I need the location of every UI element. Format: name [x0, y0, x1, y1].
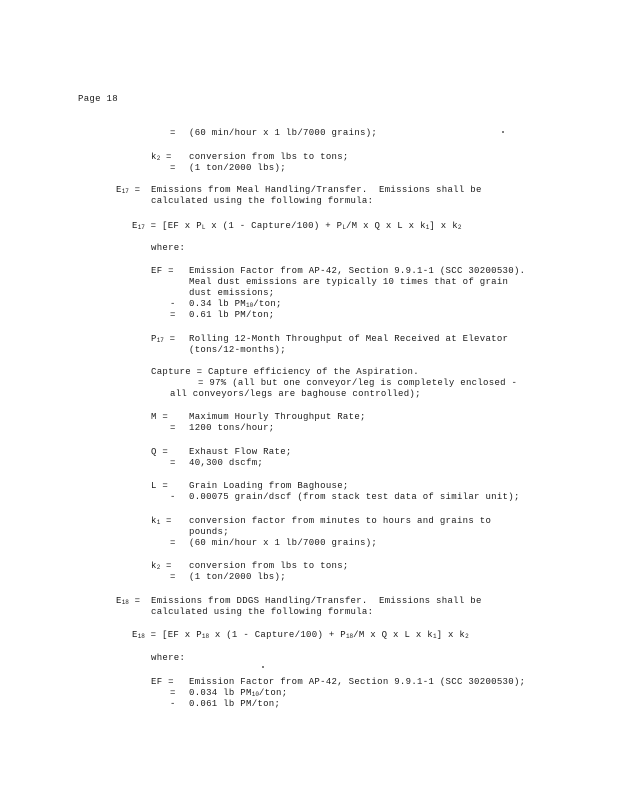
e17-q-label: Q =	[151, 447, 169, 457]
e18-ef-value2: 0.061 lb PM/ton;	[189, 699, 281, 709]
e17-k2-desc: conversion from lbs to tons;	[189, 561, 349, 571]
e17-k2-label: k2 =	[151, 561, 172, 571]
e17-m-desc: Maximum Hourly Throughput Rate;	[189, 412, 366, 422]
e18-ef-dash1: =	[170, 688, 176, 698]
scan-speck	[262, 666, 264, 668]
e17-m-value: 1200 tons/hour;	[189, 423, 275, 433]
e18-intro-line1: Emissions from DDGS Handling/Transfer. Emissions shall be	[151, 596, 482, 606]
e17-k1-dash: =	[170, 538, 176, 548]
k1-continuation-dash: =	[170, 128, 176, 138]
e17-q-value: 40,300 dscfm;	[189, 458, 264, 468]
e18-where: where:	[151, 653, 186, 663]
e17-k2-value: (1 ton/2000 lbs);	[189, 572, 286, 582]
e17-m-dash: =	[170, 423, 176, 433]
e17-l-desc: Grain Loading from Baghouse;	[189, 481, 349, 491]
e18-formula: E18 = [EF x P18 x (1 - Capture/100) + P18/M x Q x L x k1] x k2	[132, 630, 469, 640]
e18-intro-line2: calculated using the following formula:	[151, 607, 374, 617]
e17-k1-label: k1 =	[151, 516, 172, 526]
e17-ef-desc2: Meal dust emissions are typically 10 times that of grain	[189, 277, 509, 287]
e17-where: where:	[151, 243, 186, 253]
e17-k1-desc1: conversion factor from minutes to hours and grains to	[189, 516, 492, 526]
e17-capture-line2: = 97% (all but one conveyor/leg is completely enclosed -	[198, 378, 518, 388]
e17-m-label: M =	[151, 412, 169, 422]
e18-ef-dash2: -	[170, 699, 176, 709]
e17-l-value: 0.00075 grain/dscf (from stack test data of similar unit);	[189, 492, 520, 502]
k1-continuation-value: (60 min/hour x 1 lb/7000 grains);	[189, 128, 378, 138]
e17-ef-value1: 0.34 lb PM10/ton;	[189, 299, 282, 309]
e17-k2-dash: =	[170, 572, 176, 582]
e17-q-dash: =	[170, 458, 176, 468]
e17-p-label: P17 =	[151, 334, 176, 344]
k2-value-prev: (1 ton/2000 lbs);	[189, 163, 286, 173]
e17-ef-dash1: -	[170, 299, 176, 309]
e17-p-desc1: Rolling 12-Month Throughput of Meal Received at Elevator	[189, 334, 509, 344]
k2-dash-prev: =	[170, 163, 176, 173]
e17-ef-value2: 0.61 lb PM/ton;	[189, 310, 275, 320]
e18-ef-label: EF =	[151, 677, 174, 687]
e17-k1-value: (60 min/hour x 1 lb/7000 grains);	[189, 538, 378, 548]
e17-intro-line2: calculated using the following formula:	[151, 196, 374, 206]
e17-capture-line3: all conveyors/legs are baghouse controlled);	[170, 389, 421, 399]
scan-speck	[502, 131, 504, 133]
e17-capture-line1: Capture = Capture efficiency of the Aspiration.	[151, 367, 419, 377]
e17-ef-dash2: =	[170, 310, 176, 320]
k2-label-prev: k2 =	[151, 152, 172, 162]
e17-l-dash: -	[170, 492, 176, 502]
e17-ef-desc3: dust emissions;	[189, 288, 275, 298]
e18-label: E18 =	[116, 596, 141, 606]
e17-ef-label: EF =	[151, 266, 174, 276]
e18-ef-desc1: Emission Factor from AP-42, Section 9.9.1-1 (SCC 30200530);	[189, 677, 526, 687]
e18-ef-value1: 0.034 lb PM10/ton;	[189, 688, 288, 698]
e17-formula: E17 = [EF x PL x (1 - Capture/100) + PL/M x Q x L x k1] x k2	[132, 221, 462, 231]
k2-desc-prev: conversion from lbs to tons;	[189, 152, 349, 162]
e17-l-label: L =	[151, 481, 169, 491]
e17-k1-desc2: pounds;	[189, 527, 229, 537]
e17-intro-line1: Emissions from Meal Handling/Transfer. Emissions shall be	[151, 185, 482, 195]
e17-ef-desc1: Emission Factor from AP-42, Section 9.9.1-1 (SCC 30200530).	[189, 266, 526, 276]
e17-q-desc: Exhaust Flow Rate;	[189, 447, 292, 457]
e17-label: E17 =	[116, 185, 141, 195]
page-label: Page 18	[78, 94, 118, 104]
e17-p-desc2: (tons/12-months);	[189, 345, 286, 355]
